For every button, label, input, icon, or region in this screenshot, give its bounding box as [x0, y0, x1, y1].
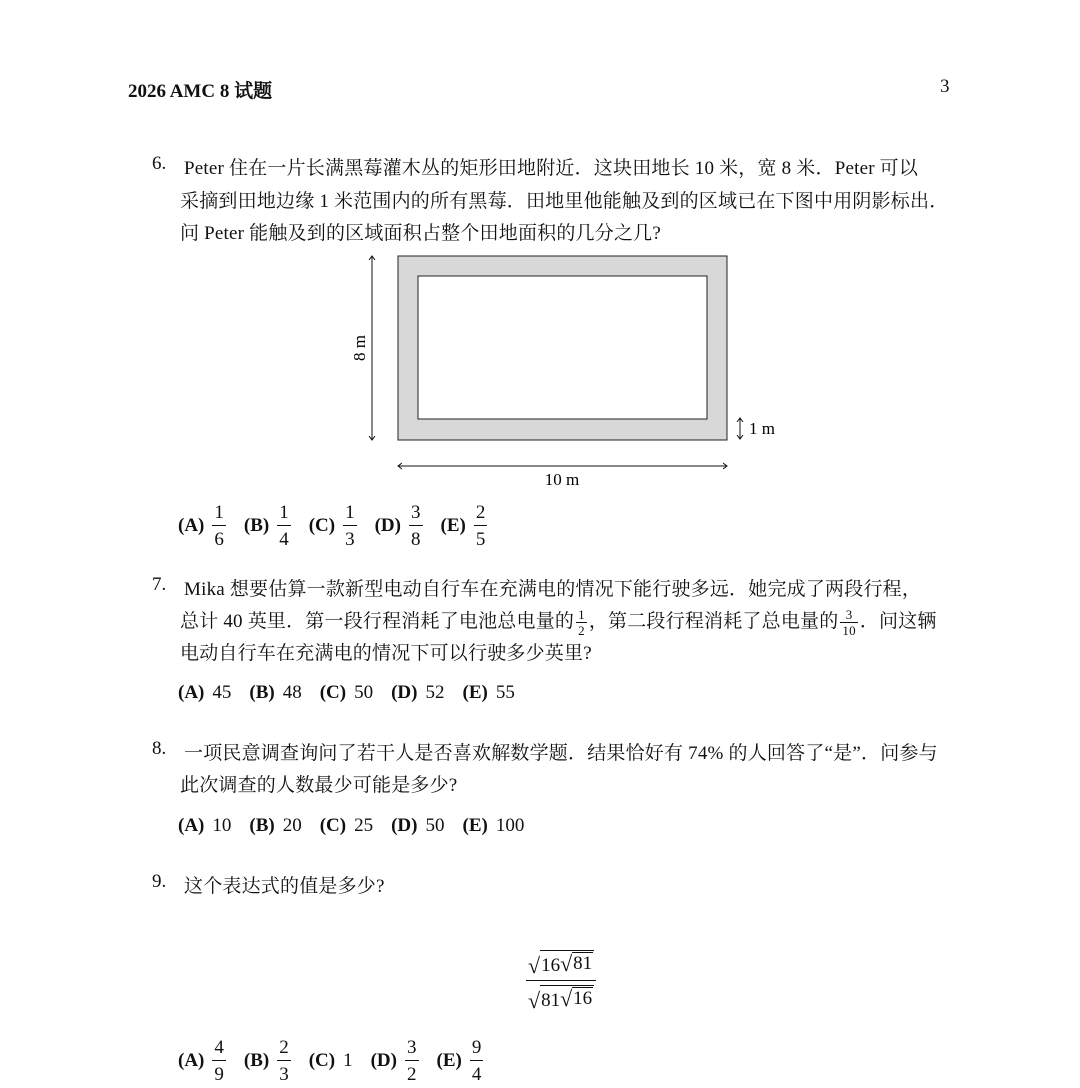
- q9-choice-b[interactable]: (B) $\frac{2}{3}$: [243, 1037, 289, 1085]
- q8-text-line-2: 此次调查的人数最少可能是多少?: [180, 775, 458, 796]
- q6-text-line-2: 采摘到田地边缘 1 米范围内的所有黑莓．田地里他能触及到的区域已在下图中用阴影标出．: [180, 191, 949, 212]
- q9-number: 9.: [152, 871, 167, 892]
- q8-choice-a[interactable]: (A) 10: [178, 815, 232, 836]
- choice-label: (E): [440, 515, 466, 536]
- field-inner-unshaded-area: [418, 276, 707, 419]
- choice-label: (A): [178, 515, 205, 536]
- q9-choice-c[interactable]: (C) 1: [308, 1050, 353, 1071]
- q9-text-line: 这个表达式的值是多少?: [184, 876, 385, 897]
- q9-choice-d[interactable]: (D) $\frac{3}{2}$: [370, 1037, 417, 1085]
- q6-choice-e[interactable]: [441, 503, 488, 549]
- q7-choice-b[interactable]: (B) 48: [249, 682, 302, 703]
- q9-choices: [178, 1038, 501, 1084]
- q6-choice-c[interactable]: [309, 503, 357, 549]
- q7-text-line-1: Mika 想要估算一款新型电动自行车在充满电的情况下能行驶多远．她完成了两段行程，: [184, 579, 922, 600]
- q7-text-line-3: 电动自行车在充满电的情况下可以行驶多少英里?: [180, 643, 592, 664]
- fraction: $\frac{1}{6}$: [214, 502, 224, 550]
- fraction: $\frac{1}{3}$: [345, 502, 355, 550]
- q9-choice-a[interactable]: (A) $\frac{4}{9}$: [178, 1037, 224, 1085]
- q6-choice-a[interactable]: [178, 503, 226, 549]
- page-number: 3: [940, 76, 950, 97]
- q7-inline-fraction-2: $\frac{3}{10}$: [842, 607, 856, 639]
- border-label: 1 m: [749, 419, 775, 438]
- q9-expression: [526, 950, 596, 1012]
- fraction: $\frac{1}{4}$: [279, 502, 289, 550]
- fraction: $\frac{3}{2}$: [407, 1037, 417, 1085]
- q7-inline-fraction-1: $\frac{1}{2}$: [578, 607, 585, 639]
- q7-text-line-2: 总计 40 英里．第一段行程消耗了电池总电量的 $\frac{1}{2}$ ，第二段行程消耗了总电量的 $\frac{3}{10}$ ．问这辆: [180, 607, 937, 639]
- expression-numerator: √ 16 √ 81: [528, 950, 593, 978]
- q8-choices: [178, 815, 542, 837]
- field-diagram: [340, 248, 800, 493]
- q7-choices: [178, 682, 533, 704]
- q6-choice-d[interactable]: [375, 503, 423, 549]
- choice-label: (C): [308, 515, 336, 536]
- q6-text-line-1: Peter 住在一片长满黑莓灌木丛的矩形田地附近．这块田地长 10 米，宽 8 米．Peter 可以: [184, 158, 919, 179]
- fraction: $\frac{2}{3}$: [279, 1037, 289, 1085]
- q7-choice-a[interactable]: (A) 45: [178, 682, 232, 703]
- page-header-title: 2026 AMC 8 试题: [128, 81, 273, 102]
- expression-denominator: √ 81 √ 16: [526, 980, 596, 1012]
- q8-text-line-1: 一项民意调查询问了若干人是否喜欢解数学题．结果恰好有 74% 的人回答了“是”．问参与: [184, 743, 938, 764]
- q6-choice-b[interactable]: [244, 503, 291, 549]
- q8-choice-c[interactable]: (C) 25: [319, 815, 374, 836]
- fraction: $\frac{4}{9}$: [214, 1037, 224, 1085]
- q7-choice-e[interactable]: (E) 55: [462, 682, 515, 703]
- fraction: $\frac{9}{4}$: [471, 1037, 482, 1085]
- q6-text-line-3: 问 Peter 能触及到的区域面积占整个田地面积的几分之几?: [180, 223, 661, 244]
- choice-label: (D): [374, 515, 401, 536]
- fraction: $\frac{2}{5}$: [475, 502, 486, 550]
- q6-number: 6.: [152, 153, 167, 174]
- q8-choice-e[interactable]: (E) 100: [462, 815, 525, 836]
- q7-number: 7.: [152, 574, 167, 595]
- choice-label: (B): [243, 515, 270, 536]
- q8-choice-b[interactable]: (B) 20: [249, 815, 302, 836]
- q8-choice-d[interactable]: (D) 50: [391, 815, 445, 836]
- fraction: $\frac{3}{8}$: [411, 502, 421, 550]
- width-label: 10 m: [544, 470, 580, 489]
- q8-number: 8.: [152, 738, 167, 759]
- height-label: 8 m: [350, 335, 369, 361]
- q6-choices: [178, 503, 505, 549]
- q7-choice-d[interactable]: (D) 52: [391, 682, 445, 703]
- q7-choice-c[interactable]: (C) 50: [319, 682, 374, 703]
- q9-choice-e[interactable]: (E) $\frac{9}{4}$: [436, 1037, 482, 1085]
